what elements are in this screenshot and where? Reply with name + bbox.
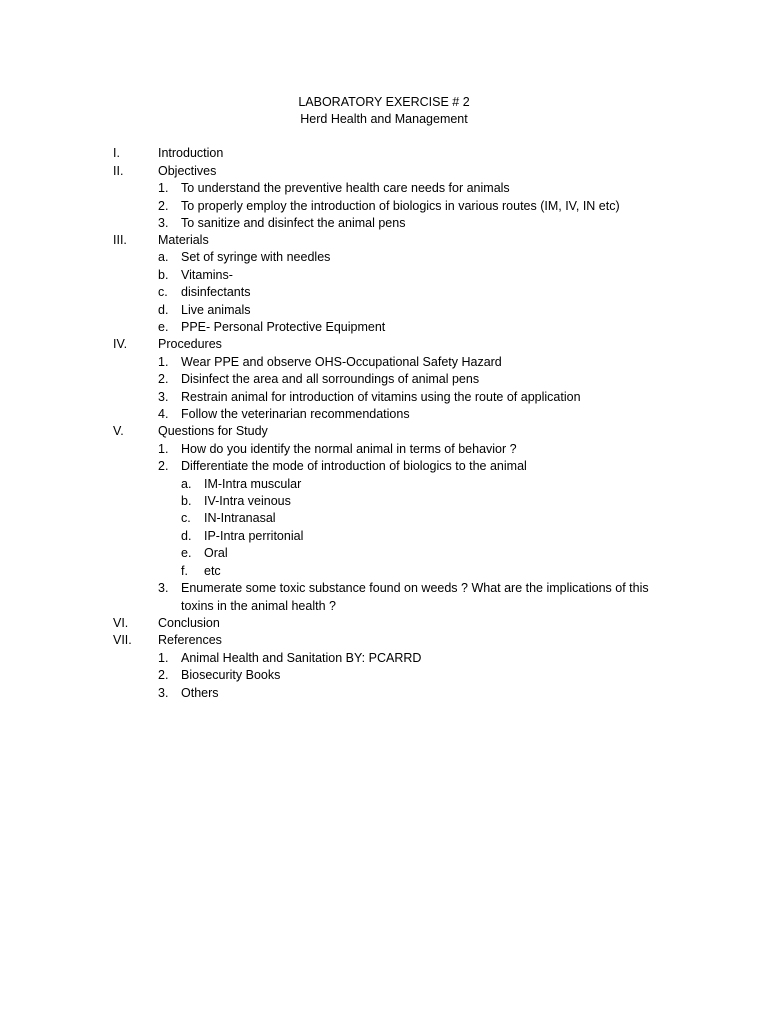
section-heading-questions: Questions for Study [158, 424, 268, 438]
list-marker: 3. [158, 686, 169, 700]
section-heading-materials: Materials [158, 233, 209, 247]
list-item: disinfectants [181, 285, 251, 299]
list-item: To understand the preventive health care needs for animals [181, 181, 510, 195]
section-number-5: V. [113, 424, 124, 438]
list-item: How do you identify the normal animal in terms of behavior ? [181, 442, 517, 456]
sublist-marker: a. [181, 477, 192, 491]
document-subtitle: Herd Health and Management [300, 112, 468, 126]
section-number-4: IV. [113, 337, 128, 351]
list-item: Restrain animal for introduction of vitamins using the route of application [181, 390, 581, 404]
list-marker: e. [158, 320, 169, 334]
list-item: Animal Health and Sanitation BY: PCARRD [181, 651, 422, 665]
list-item: To properly employ the introduction of biologics in various routes (IM, IV, IN etc) [181, 199, 620, 213]
list-marker: 1. [158, 181, 169, 195]
list-item: Others [181, 686, 219, 700]
list-marker: 3. [158, 581, 169, 595]
section-heading-objectives: Objectives [158, 164, 217, 178]
list-marker: 1. [158, 442, 169, 456]
list-item: Live animals [181, 303, 251, 317]
sublist-marker: d. [181, 529, 192, 543]
list-item: PPE- Personal Protective Equipment [181, 320, 386, 334]
sublist-item: IN-Intranasal [204, 511, 276, 525]
list-item: Enumerate some toxic substance found on weeds ? What are the implications of this [181, 581, 649, 595]
list-marker: 3. [158, 390, 169, 404]
list-item-continuation: toxins in the animal health ? [181, 599, 336, 613]
sublist-marker: f. [181, 564, 188, 578]
list-item: To sanitize and disinfect the animal pens [181, 216, 406, 230]
sublist-item: IM-Intra muscular [204, 477, 302, 491]
document-title: LABORATORY EXERCISE # 2 [298, 95, 470, 109]
section-heading-procedures: Procedures [158, 337, 222, 351]
list-marker: c. [158, 285, 168, 299]
list-item: Differentiate the mode of introduction of biologics to the animal [181, 459, 527, 473]
list-item: Disinfect the area and all sorroundings of animal pens [181, 372, 480, 386]
sublist-item: IP-Intra perritonial [204, 529, 304, 543]
sublist-item: IV-Intra veinous [204, 494, 291, 508]
section-number-2: II. [113, 164, 124, 178]
section-number-7: VII. [113, 633, 132, 647]
sublist-marker: c. [181, 511, 191, 525]
list-item: Wear PPE and observe OHS-Occupational Safety Hazard [181, 355, 502, 369]
sublist-item: Oral [204, 546, 228, 560]
sublist-marker: b. [181, 494, 192, 508]
list-marker: 2. [158, 372, 169, 386]
list-marker: d. [158, 303, 169, 317]
list-marker: 2. [158, 668, 169, 682]
section-number-3: III. [113, 233, 127, 247]
list-marker: 1. [158, 651, 169, 665]
list-item: Set of syringe with needles [181, 250, 331, 264]
section-number-1: I. [113, 146, 120, 160]
list-marker: 3. [158, 216, 169, 230]
list-marker: 2. [158, 199, 169, 213]
list-item: Vitamins- [181, 268, 233, 282]
sublist-item: etc [204, 564, 221, 578]
list-marker: 2. [158, 459, 169, 473]
list-marker: 1. [158, 355, 169, 369]
section-heading-references: References [158, 633, 222, 647]
list-marker: a. [158, 250, 169, 264]
sublist-marker: e. [181, 546, 192, 560]
list-marker: 4. [158, 407, 169, 421]
section-number-6: VI. [113, 616, 129, 630]
section-heading-introduction: Introduction [158, 146, 224, 160]
section-heading-conclusion: Conclusion [158, 616, 220, 630]
list-marker: b. [158, 268, 169, 282]
list-item: Biosecurity Books [181, 668, 281, 682]
list-item: Follow the veterinarian recommendations [181, 407, 410, 421]
